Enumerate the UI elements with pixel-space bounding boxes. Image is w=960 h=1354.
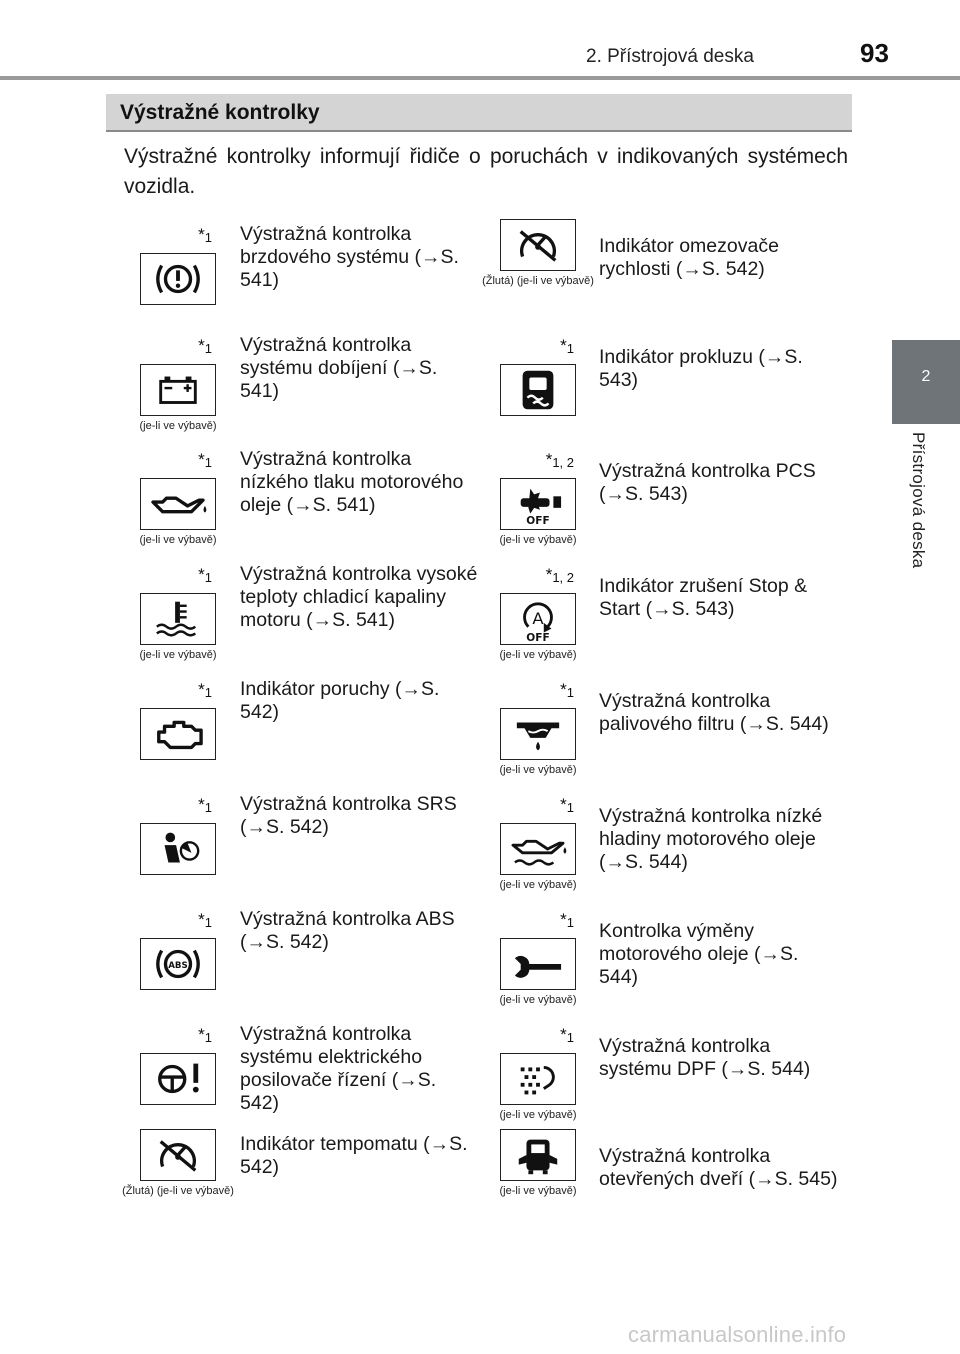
footnote-asterisk: *: [198, 795, 205, 814]
footnote-number: 1: [204, 800, 212, 815]
svg-text:OFF: OFF: [526, 515, 550, 528]
footnote-number: 1: [204, 1030, 212, 1045]
footnote-asterisk: *: [198, 1025, 205, 1044]
engine-malfunction-icon: [140, 708, 216, 760]
indicator-description: Indikátor omezovače rychlosti (→S. 542): [599, 235, 779, 280]
header-divider: [0, 76, 960, 80]
indicator-description: Výstražná kontrolka otevřených dveří (→S. 545): [599, 1145, 838, 1190]
footnote-mark: [198, 1025, 212, 1045]
page-number: 93: [860, 38, 889, 68]
indicator-description: Kontrolka výměny motorového oleje (→S. 544): [599, 920, 799, 988]
footnote-mark: [560, 795, 574, 815]
footnote-number: 1: [204, 685, 212, 700]
footnote-asterisk: *: [198, 450, 205, 469]
footnote-asterisk: *: [198, 680, 205, 699]
footnote-mark: [198, 565, 212, 585]
availability-note: (je-li ve výbavě): [499, 534, 577, 546]
indicator-description: Výstražná kontrolka systému DPF (→S. 544): [599, 1035, 811, 1080]
footnote-asterisk: *: [198, 910, 205, 929]
footnote-mark: [546, 565, 574, 585]
availability-note: (je-li ve výbavě): [139, 649, 217, 661]
footnote-number: 1, 2: [552, 455, 574, 470]
availability-note: (je-li ve výbavě): [499, 649, 577, 661]
svg-text:ABS: ABS: [168, 960, 188, 971]
availability-note: (je-li ve výbavě): [139, 420, 217, 432]
footnote-number: 1: [204, 915, 212, 930]
footnote-number: 1: [566, 685, 574, 700]
indicator-description: Výstražná kontrolka brzdového systému (→S. 541): [240, 223, 459, 291]
indicator-description: Výstražná kontrolka nízkého tlaku motorového oleje (→S. 541): [240, 448, 464, 516]
indicator-row: [0, 1125, 960, 1240]
door-open-icon: [500, 1129, 576, 1181]
availability-note: (je-li ve výbavě): [139, 534, 217, 546]
footnote-asterisk: *: [545, 565, 553, 584]
indicator-description: Výstražná kontrolka systému dobíjení (→S. 541): [240, 334, 438, 402]
stop-start-off-icon: [500, 593, 576, 645]
availability-note: (je-li ve výbavě): [499, 1185, 577, 1197]
footnote-asterisk: *: [545, 450, 553, 469]
footnote-mark: [198, 680, 212, 700]
indicator-row: [0, 326, 960, 441]
footnote-number: 1: [204, 570, 212, 585]
footnote-mark: [198, 450, 212, 470]
cruise-control-icon: [140, 1129, 216, 1181]
footnote-asterisk: *: [198, 225, 205, 244]
srs-airbag-icon: [140, 823, 216, 875]
availability-note: (je-li ve výbavě): [499, 764, 577, 776]
indicator-description: Indikátor prokluzu (→S. 543): [599, 346, 803, 391]
footnote-mark: [560, 910, 574, 930]
footnote-asterisk: *: [560, 1025, 567, 1044]
coolant-temperature-icon: [140, 593, 216, 645]
indicator-row: [0, 440, 960, 555]
footnote-mark: [198, 336, 212, 356]
footnote-asterisk: *: [560, 795, 567, 814]
footnote-number: 1: [566, 1030, 574, 1045]
availability-note: (Žlutá) (je-li ve výbavě): [482, 275, 594, 287]
footnote-number: 1: [566, 915, 574, 930]
abs-warning-icon: [140, 938, 216, 990]
indicator-description: Výstražná kontrolka SRS (→S. 542): [240, 793, 457, 838]
watermark: carmanualsonline.info: [628, 1322, 847, 1347]
footnote-asterisk: *: [198, 336, 205, 355]
footnote-mark: [198, 795, 212, 815]
chapter-tab-number: 2: [921, 368, 931, 385]
power-steering-icon: [140, 1053, 216, 1105]
footnote-number: 1: [204, 341, 212, 356]
indicator-description: Indikátor poruchy (→S. 542): [240, 678, 440, 723]
footnote-mark: [560, 336, 574, 356]
low-oil-level-icon: [500, 823, 576, 875]
indicator-description: Výstražná kontrolka palivového filtru (→S. 544): [599, 690, 829, 735]
indicator-row: [0, 670, 960, 785]
indicator-row: [0, 1015, 960, 1130]
section-heading-bar: [106, 94, 852, 132]
indicator-row: [0, 555, 960, 670]
chapter-side-label: Přístrojová deska: [909, 432, 928, 569]
footnote-number: 1: [204, 230, 212, 245]
indicator-description: Výstražná kontrolka PCS (→S. 543): [599, 460, 816, 505]
pcs-off-icon: [500, 478, 576, 530]
availability-note: (je-li ve výbavě): [499, 994, 577, 1006]
intro-paragraph: Výstražné kontrolky informují řidiče o poruchách v indikovaných systémech vozidla.: [124, 145, 848, 198]
footnote-mark: [560, 680, 574, 700]
footnote-asterisk: *: [560, 910, 567, 929]
indicator-row: [0, 785, 960, 900]
indicator-description: Výstražná kontrolka systému elektrického posilovače řízení (→S. 542): [240, 1023, 437, 1114]
indicator-row: [0, 900, 960, 1015]
footnote-number: 1, 2: [552, 570, 574, 585]
svg-text:A: A: [532, 608, 544, 628]
footnote-number: 1: [204, 455, 212, 470]
dpf-icon: [500, 1053, 576, 1105]
availability-note: (je-li ve výbavě): [499, 879, 577, 891]
battery-charge-icon: [140, 364, 216, 416]
fuel-filter-icon: [500, 708, 576, 760]
indicator-description: Indikátor tempomatu (→S. 542): [240, 1133, 468, 1178]
footnote-mark: [560, 1025, 574, 1045]
svg-text:OFF: OFF: [526, 632, 550, 644]
footnote-number: 1: [566, 800, 574, 815]
availability-note: (je-li ve výbavě): [499, 1109, 577, 1121]
speed-limiter-icon: [500, 219, 576, 271]
oil-change-wrench-icon: [500, 938, 576, 990]
footnote-asterisk: *: [560, 680, 567, 699]
availability-note: (Žlutá) (je-li ve výbavě): [122, 1185, 234, 1197]
footnote-mark: [546, 450, 574, 470]
footnote-asterisk: *: [560, 336, 567, 355]
indicator-description: Výstražná kontrolka nízké hladiny motorového oleje (→S. 544): [599, 805, 823, 873]
footnote-mark: [198, 910, 212, 930]
section-title: Výstražné kontrolky: [120, 101, 320, 124]
footnote-mark: [198, 225, 212, 245]
slip-indicator-icon: [500, 364, 576, 416]
footnote-asterisk: *: [198, 565, 205, 584]
indicator-row: [0, 215, 960, 330]
indicator-description: Výstražná kontrolka ABS (→S. 542): [240, 908, 455, 953]
indicator-description: Indikátor zrušení Stop & Start (→S. 543): [599, 575, 808, 620]
indicator-description: Výstražná kontrolka vysoké teploty chladicí kapaliny motoru (→S. 541): [240, 563, 478, 631]
brake-warning-icon: [140, 253, 216, 305]
low-oil-pressure-icon: [140, 478, 216, 530]
footnote-number: 1: [566, 341, 574, 356]
chapter-title: 2. Přístrojová deska: [586, 46, 754, 67]
